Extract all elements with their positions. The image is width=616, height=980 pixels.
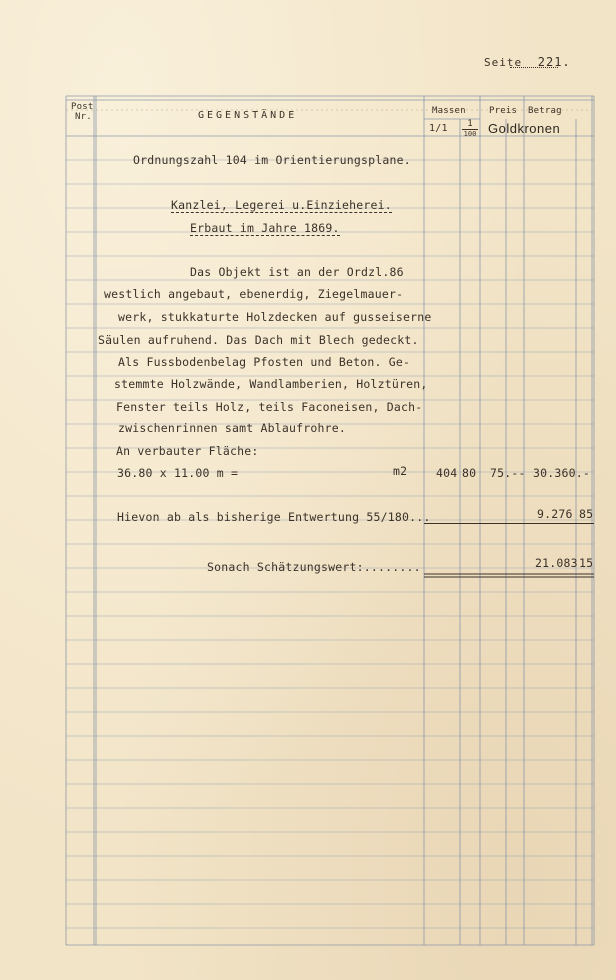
massen-header: Massen: [432, 106, 466, 116]
description-line-7: Fenster teils Holz, teils Faconeisen, Dach-: [116, 400, 423, 414]
schaetzungswert-betrag-dec: 15: [579, 556, 594, 570]
entwertung-line: Hievon ab als bisherige Entwertung 55/180...: [117, 510, 431, 524]
building-name-line: Kanzlei, Legerei u.Einzieherei.: [171, 198, 392, 212]
page-label: Seite: [484, 56, 523, 69]
massen-sub2-denominator: 100: [463, 130, 477, 138]
area-calculation: 36.80 x 11.00 m =: [117, 466, 239, 480]
ordnungszahl-line: Ordnungszahl 104 im Orientierungsplane.: [133, 153, 411, 167]
area-unit: m2: [393, 464, 408, 478]
massen-sub2-header: [462, 120, 478, 139]
post-header-line1: Post: [71, 102, 94, 112]
schaetzungswert-line: Sonach Schätzungswert:........: [207, 560, 421, 574]
page-number-value: 221.: [537, 55, 571, 69]
entwertung-betrag-dec: 85: [579, 507, 594, 521]
description-line-1: Das Objekt ist an der Ordzl.86: [190, 265, 404, 279]
entwertung-underline: [424, 523, 594, 524]
massen-sub2-numerator: 1: [462, 120, 478, 130]
area-massen-dec: 80: [462, 466, 477, 480]
betrag-header: Betrag: [528, 106, 562, 116]
area-preis: 75.--: [490, 466, 526, 480]
description-line-3: werk, stukkaturte Holzdecken auf gusseiserne: [118, 310, 432, 324]
nr-header-line2: Nr.: [75, 112, 92, 122]
preis-header: Preis: [489, 106, 518, 116]
description-line-6: stemmte Holzwände, Wandlamberien, Holztüren,: [114, 377, 428, 391]
area-label-line: An verbauter Fläche:: [116, 444, 259, 458]
area-betrag: 30.360.-: [533, 466, 590, 480]
description-line-8: zwischenrinnen samt Ablaufrohre.: [118, 421, 346, 435]
description-line-2: westlich angebaut, ebenerdig, Ziegelmauer-: [104, 287, 404, 301]
gegenstaende-header: GEGENSTÄNDE: [198, 110, 298, 121]
description-line-4: Säulen aufruhend. Das Dach mit Blech gedeckt.: [98, 333, 419, 347]
massen-sub1-header: 1/1: [429, 123, 448, 134]
currency-stamp: Goldkronen: [488, 121, 561, 136]
description-line-5: Als Fussbodenbelag Pfosten und Beton. Ge-: [118, 355, 411, 369]
area-massen-int: 404: [436, 466, 458, 480]
post-nr-header: [71, 102, 93, 122]
schaetzungswert-betrag-int: 21.083: [535, 556, 578, 570]
entwertung-betrag-int: 9.276: [537, 507, 573, 521]
erbaut-line: Erbaut im Jahre 1869.: [190, 221, 340, 235]
